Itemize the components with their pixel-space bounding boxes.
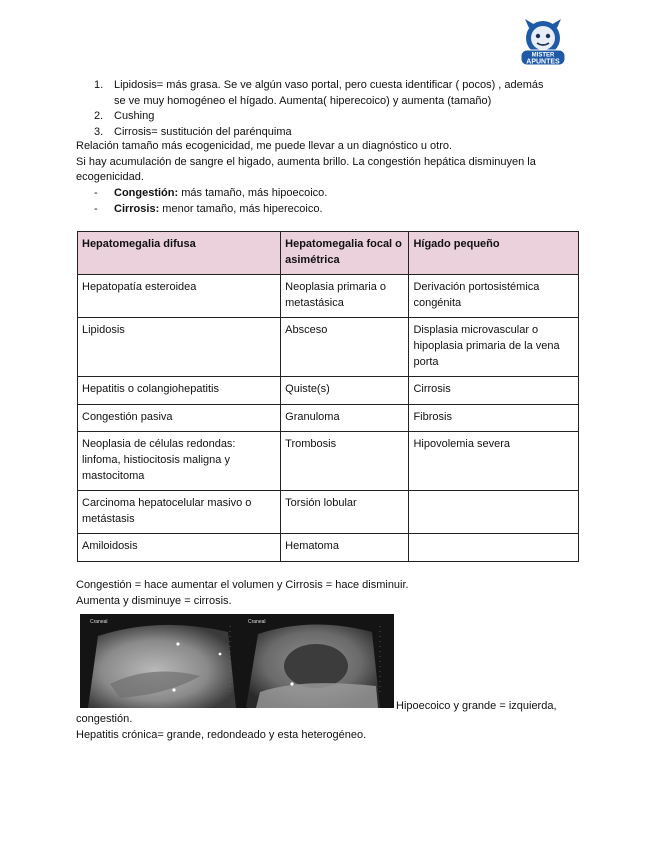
hepatomegaly-table: [77, 231, 579, 562]
table-header-cell: Hígado pequeño: [409, 232, 579, 275]
table-cell: Absceso: [281, 318, 409, 377]
bullet-desc: más tamaño, más hipoecoico.: [178, 187, 328, 199]
table-header-cell: Hepatomegalia difusa: [78, 232, 281, 275]
table-cell: Quiste(s): [281, 377, 409, 405]
table-cell: Hepatitis o colangiohepatitis: [78, 377, 281, 405]
list-item-text: Cirrosis= sustitución del parénquima: [114, 125, 292, 138]
table-cell: Hematoma: [281, 534, 409, 562]
table-row: [78, 404, 579, 432]
table-cell: [409, 534, 579, 562]
paragraph: Relación tamaño más ecogenicidad, me puede llevar a un diagnóstico u otro.: [76, 140, 453, 152]
table-row: [78, 318, 579, 377]
table-row: [78, 534, 579, 562]
table-cell: Congestión pasiva: [78, 404, 281, 432]
table-cell: [409, 491, 579, 534]
list-item: [76, 109, 581, 125]
table-cell: Fibrosis: [409, 404, 579, 432]
image-caption-inline: Hipoecoico y grande = izquierda,: [396, 700, 557, 712]
image-caption-continuation: congestión.: [76, 713, 133, 725]
list-number: 2.: [94, 110, 104, 123]
table-cell: Hipovolemia severa: [409, 432, 579, 491]
table-header-row: [78, 232, 579, 275]
table-cell: Neoplasia primaria o metastásica: [281, 275, 409, 318]
mister-apuntes-logo: [515, 16, 571, 68]
paragraph: Congestión = hace aumentar el volumen y Cirrosis = hace disminuir.: [76, 579, 409, 591]
table-cell: Carcinoma hepatocelular masivo o metástasis: [78, 491, 281, 534]
numbered-list: [76, 78, 581, 140]
list-item-text: Cushing: [114, 110, 155, 123]
table-cell: Amiloidosis: [78, 534, 281, 562]
table-cell: Lipidosis: [78, 318, 281, 377]
paragraph: Hepatitis crónica= grande, redondeado y esta heterogéneo.: [76, 729, 367, 741]
bullet-dash: -: [94, 202, 98, 215]
bullet-term: Cirrosis:: [114, 202, 160, 215]
bullet-desc: menor tamaño, más hiperecoico.: [159, 202, 323, 215]
paragraph-line: Si hay acumulación de sangre el higado, aumenta brillo. La congestión hepática disminuyen la: [76, 156, 536, 168]
table-cell: Torsión lobular: [281, 491, 409, 534]
table-cell: Displasia microvascular o hipoplasia primaria de la vena porta: [409, 318, 579, 377]
table-row: [78, 432, 579, 491]
list-item: [76, 78, 581, 109]
logo-line2: APUNTES: [526, 58, 560, 66]
ultrasound-left-label: Craneal: [90, 619, 108, 625]
bullet-term: Congestión:: [114, 187, 179, 199]
bullet-list: [76, 186, 327, 217]
list-number: 3.: [94, 125, 104, 138]
paragraph-line: ecogenicidad.: [76, 171, 144, 183]
table-header-cell: Hepatomegalia focal o asimétrica: [281, 232, 409, 275]
paragraph: Aumenta y disminuye = cirrosis.: [76, 595, 232, 607]
list-item-line: se ve muy homogéneo el hígado. Aumenta( hiperecoico) y aumenta (tamaño): [114, 94, 492, 107]
ultrasound-image: [80, 614, 394, 708]
table-cell: Cirrosis: [409, 377, 579, 405]
ultrasound-right-label: Craneal: [248, 619, 266, 625]
table-cell: Derivación portosistémica congénita: [409, 275, 579, 318]
list-number: 1.: [94, 79, 104, 91]
logo-line1: MISTER: [531, 52, 555, 59]
bullet-item: [76, 202, 327, 218]
list-item-line: Lipidosis= más grasa. Se ve algún vaso portal, pero cuesta identificar ( pocos) , además: [114, 79, 544, 91]
table-cell: Neoplasia de células redondas: linfoma, histiocitosis maligna y mastocitoma: [78, 432, 281, 491]
table-row: [78, 275, 579, 318]
table-cell: Trombosis: [281, 432, 409, 491]
table-cell: Hepatopatía esteroidea: [78, 275, 281, 318]
bullet-item: [76, 186, 327, 202]
table-row: [78, 491, 579, 534]
table-row: [78, 377, 579, 405]
table-cell: Granuloma: [281, 404, 409, 432]
bullet-dash: -: [94, 187, 98, 199]
